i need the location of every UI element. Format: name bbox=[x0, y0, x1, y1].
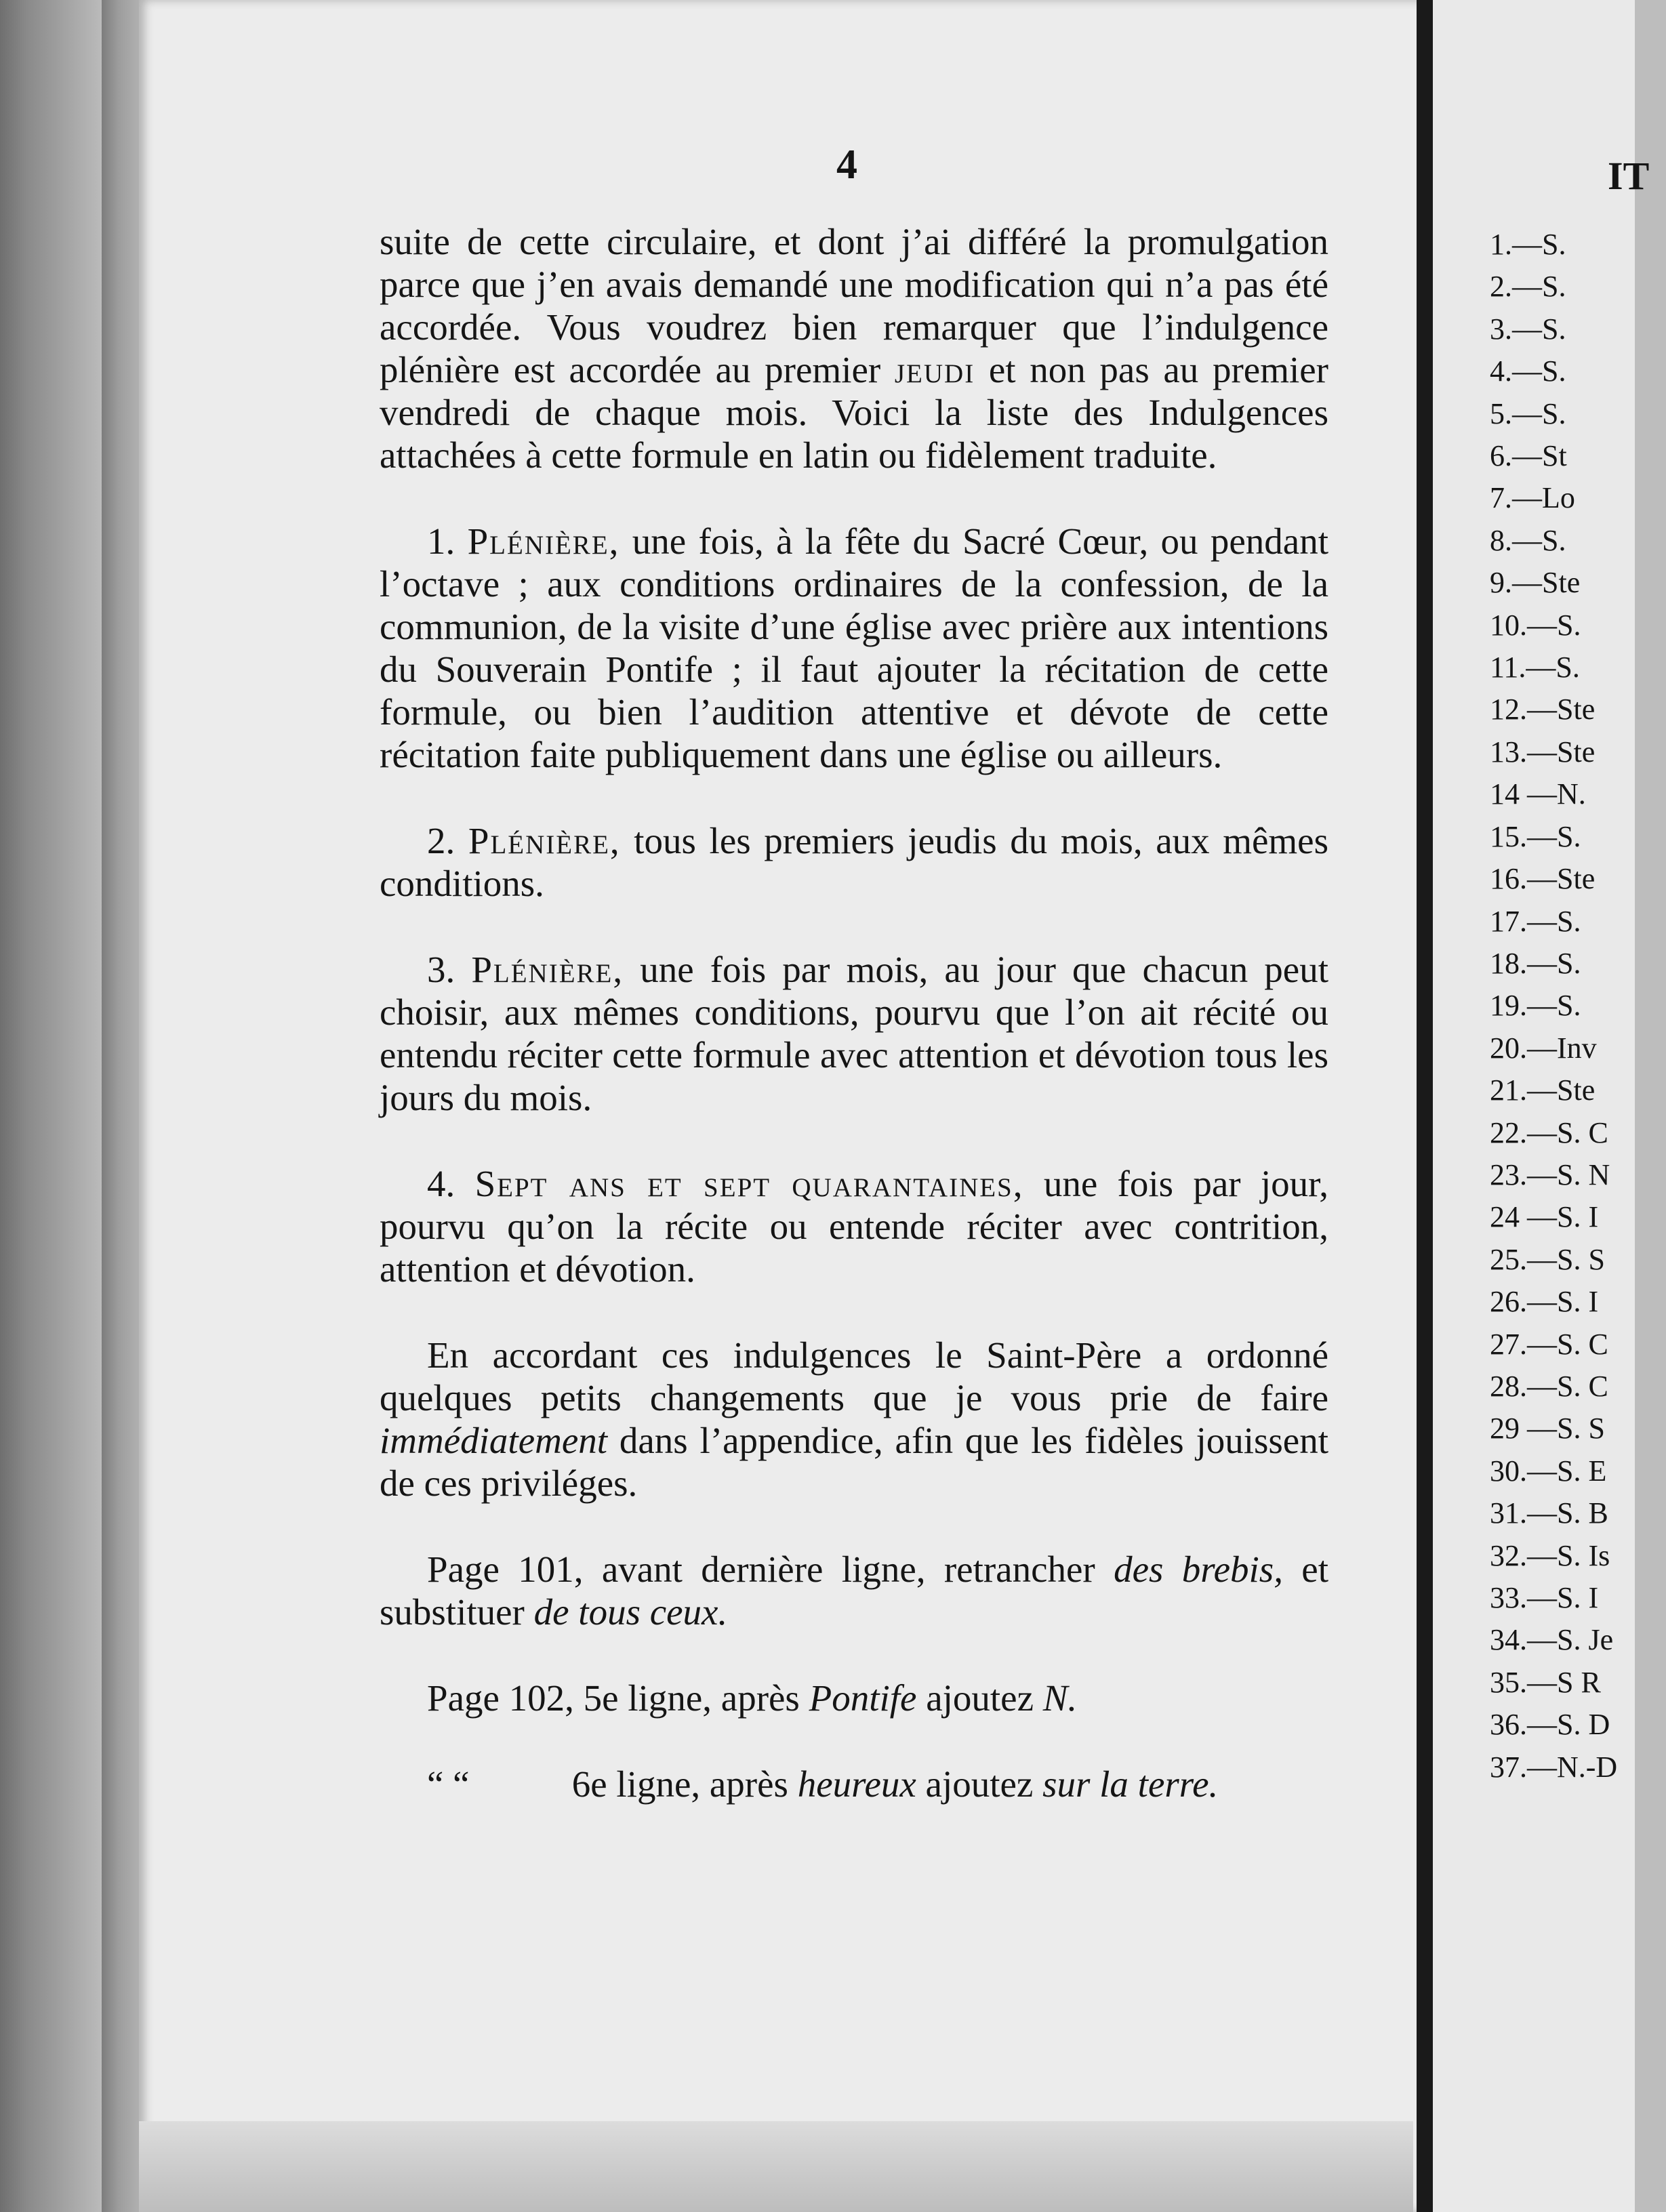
item-keyword: Plénière, bbox=[468, 820, 621, 861]
list-item: 29 —S. S bbox=[1490, 1412, 1605, 1446]
correction-emphasis: sur la terre. bbox=[1042, 1763, 1219, 1805]
correction-text: Page 101, avant dernière ligne, retrancher bbox=[427, 1549, 1095, 1590]
correction-text: 6e ligne, après bbox=[571, 1763, 788, 1805]
intro-text: suite de cette circulaire, et dont j’ai différé la promulgation parce que j’en avais demandé une modification qui n’a pas été accordée. Vous voudrez bien remarquer que l’indulgence plénière est accordée au premier bbox=[380, 221, 1328, 390]
intro-text-end: et non pas au premier vendredi de chaque mois. Voici la liste des Indulgences attachées à cette formule en latin ou fidèlement traduite. bbox=[380, 349, 1328, 476]
indulgence-item bbox=[380, 520, 1328, 776]
list-item: 27.—S. C bbox=[1490, 1327, 1608, 1361]
list-item: 10.—S. bbox=[1490, 608, 1581, 642]
intro-paragraph bbox=[380, 220, 1328, 476]
correction-line bbox=[380, 1677, 1328, 1719]
list-item: 32.—S. Is bbox=[1490, 1538, 1610, 1572]
item-number: 4. bbox=[427, 1163, 455, 1204]
list-item: 5.—S. bbox=[1490, 396, 1566, 430]
closing-emphasis: immédiatement bbox=[380, 1420, 608, 1461]
list-item: 22.—S. C bbox=[1490, 1115, 1608, 1149]
list-item: 21.—Ste bbox=[1490, 1073, 1596, 1107]
list-item: 28.—S. C bbox=[1490, 1369, 1608, 1403]
list-item: 20.—Inv bbox=[1490, 1031, 1597, 1065]
item-number: 2. bbox=[427, 820, 455, 861]
item-keyword: Plénière, bbox=[467, 520, 620, 562]
item-number: 3. bbox=[427, 949, 455, 990]
list-item: 13.—Ste bbox=[1490, 735, 1596, 769]
list-item: 23.—S. N bbox=[1490, 1158, 1610, 1191]
list-item: 6.—St bbox=[1490, 439, 1567, 473]
correction-emphasis: Pontife bbox=[809, 1677, 917, 1719]
item-text: une fois, à la fête du Sacré Cœur, ou pendant l’octave ; aux conditions ordinaires de la confession, de la communion, de la visite d’une église avec prière aux intentions du Souverain Pontife ; il faut ajouter la récitation de cette formule, ou bien l’audition attentive et dévote de cette récitation faite publiquement dans une église ou ailleurs. bbox=[380, 520, 1328, 775]
ditto-marks: “ “ bbox=[427, 1763, 470, 1805]
list-item: 9.—Ste bbox=[1490, 566, 1581, 600]
page-gutter bbox=[1417, 0, 1433, 2212]
correction-text: et substituer bbox=[380, 1549, 1328, 1633]
list-item: 8.—S. bbox=[1490, 523, 1566, 557]
correction-emphasis: des brebis, bbox=[1114, 1549, 1283, 1590]
correction-emphasis: N. bbox=[1042, 1677, 1078, 1719]
page-bottom-edge bbox=[139, 2121, 1413, 2212]
item-text: une fois par mois, au jour que chacun peut choisir, aux mêmes conditions, pourvu que l’on ait récité ou entendu réciter cette formule avec attention et dévotion tous les jours du mois. bbox=[380, 949, 1329, 1118]
list-item: 1.—S. bbox=[1490, 228, 1566, 261]
list-item: 2.—S. bbox=[1490, 270, 1566, 304]
indulgence-item bbox=[380, 819, 1328, 905]
list-item: 24 —S. I bbox=[1490, 1200, 1599, 1234]
item-keyword: Plénière, bbox=[471, 949, 624, 990]
list-item: 12.—Ste bbox=[1490, 693, 1596, 726]
book-binding bbox=[102, 0, 142, 2212]
item-text: tous les premiers jeudis du mois, aux mêmes conditions. bbox=[380, 820, 1328, 904]
list-item: 3.—S. bbox=[1490, 312, 1566, 346]
list-item: 15.—S. bbox=[1490, 819, 1581, 853]
list-item: 35.—S R bbox=[1490, 1665, 1601, 1699]
correction-emphasis: de tous ceux. bbox=[533, 1591, 728, 1633]
correction-line bbox=[380, 1763, 1328, 1805]
indulgence-item bbox=[380, 1162, 1328, 1290]
list-item: 30.—S. E bbox=[1490, 1454, 1607, 1488]
page-number: 4 bbox=[836, 142, 857, 188]
closing-text: En accordant ces indulgences le Saint-Père a ordonné quelques petits changements que je vous prie de faire bbox=[380, 1334, 1328, 1418]
list-item: 33.—S. I bbox=[1490, 1581, 1599, 1614]
item-text: une fois par jour, pourvu qu’on la récite ou entende réciter avec contrition, attention et dévotion. bbox=[380, 1163, 1329, 1290]
list-item: 14 —N. bbox=[1490, 777, 1586, 811]
right-page-heading: IT bbox=[1608, 154, 1650, 198]
correction-text: Page 102, 5e ligne, après bbox=[427, 1677, 800, 1719]
list-item: 18.—S. bbox=[1490, 946, 1581, 980]
closing-text-end: dans l’appendice, afin que les fidèles jouissent de ces priviléges. bbox=[380, 1420, 1329, 1504]
list-item: 25.—S. S bbox=[1490, 1242, 1605, 1276]
list-item: 19.—S. bbox=[1490, 989, 1581, 1023]
list-item: 31.—S. B bbox=[1490, 1496, 1608, 1530]
correction-emphasis: heureux bbox=[797, 1763, 916, 1805]
list-item: 11.—S. bbox=[1490, 651, 1580, 684]
correction-line bbox=[380, 1548, 1328, 1633]
correction-text: ajoutez bbox=[926, 1677, 1034, 1719]
closing-paragraph bbox=[380, 1334, 1328, 1504]
item-number: 1. bbox=[427, 520, 455, 562]
list-item: 26.—S. I bbox=[1490, 1285, 1599, 1319]
list-item: 7.—Lo bbox=[1490, 481, 1575, 515]
list-item: 37.—N.-D bbox=[1490, 1750, 1618, 1784]
list-item: 16.—Ste bbox=[1490, 862, 1596, 896]
jeudi-emphasis: jeudi bbox=[894, 349, 975, 390]
list-item: 4.—S. bbox=[1490, 354, 1566, 388]
list-item: 34.—S. Je bbox=[1490, 1623, 1614, 1657]
item-keyword: Sept ans et sept quarantaines, bbox=[474, 1163, 1024, 1204]
list-item: 36.—S. D bbox=[1490, 1708, 1610, 1742]
body-text bbox=[380, 220, 1328, 1849]
indulgence-item bbox=[380, 948, 1328, 1119]
list-item: 17.—S. bbox=[1490, 904, 1581, 938]
correction-text: ajoutez bbox=[925, 1763, 1034, 1805]
right-page-list bbox=[1490, 224, 1666, 1788]
